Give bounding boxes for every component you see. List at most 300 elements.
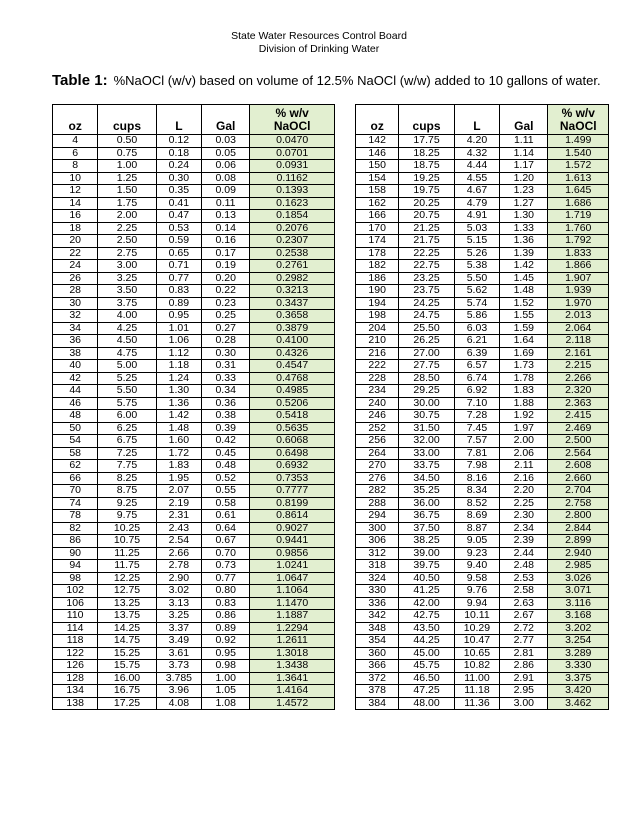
liters-cell: 5.62 [454,285,499,298]
gallons-cell: 1.23 [500,185,548,198]
gallons-cell: 0.06 [202,160,250,173]
table-row [53,485,335,498]
naocl-cell: 2.899 [548,535,609,548]
table-row [356,372,609,385]
oz-cell: 36 [53,335,98,348]
naocl-cell: 2.118 [548,335,609,348]
table-row [356,635,609,648]
oz-cell: 190 [356,285,399,298]
naocl-cell: 0.2307 [250,235,335,248]
oz-cell: 22 [53,247,98,260]
gallons-cell: 0.86 [202,610,250,623]
oz-cell: 234 [356,385,399,398]
oz-cell: 204 [356,322,399,335]
cups-cell: 34.50 [399,472,454,485]
oz-cell: 82 [53,522,98,535]
liters-cell: 1.30 [156,385,201,398]
gallons-cell: 0.36 [202,397,250,410]
gallons-header: Gal [500,105,548,135]
liters-cell: 1.95 [156,472,201,485]
cups-cell: 0.50 [98,135,156,148]
liters-cell: 1.18 [156,360,201,373]
cups-cell: 2.50 [98,235,156,248]
oz-cell: 34 [53,322,98,335]
liters-cell: 9.76 [454,585,499,598]
table-row [356,697,609,710]
table-row [53,210,335,223]
liters-cell: 5.50 [454,272,499,285]
gallons-cell: 1.42 [500,260,548,273]
naocl-cell: 0.4100 [250,335,335,348]
table-row [356,597,609,610]
naocl-cell: 0.9441 [250,535,335,548]
cups-cell: 13.25 [98,597,156,610]
table-row [356,135,609,148]
naocl-cell: 0.5206 [250,397,335,410]
liters-cell: 1.12 [156,347,201,360]
gallons-cell: 1.69 [500,347,548,360]
oz-cell: 110 [53,610,98,623]
gallons-cell: 2.81 [500,647,548,660]
naocl-cell: 3.462 [548,697,609,710]
gallons-cell: 2.95 [500,685,548,698]
cups-cell: 30.00 [399,397,454,410]
cups-cell: 21.25 [399,222,454,235]
table-row [53,372,335,385]
oz-cell: 264 [356,447,399,460]
oz-cell: 142 [356,135,399,148]
naocl-cell: 1.907 [548,272,609,285]
naocl-cell: 0.3437 [250,297,335,310]
liters-cell: 3.73 [156,660,201,673]
gallons-cell: 0.48 [202,460,250,473]
gallons-cell: 0.58 [202,497,250,510]
header-row [356,105,609,135]
table-row [53,160,335,173]
cups-cell: 6.75 [98,435,156,448]
liters-cell: 9.40 [454,560,499,573]
naocl-cell: 0.2538 [250,247,335,260]
gallons-cell: 0.70 [202,547,250,560]
gallons-cell: 2.06 [500,447,548,460]
cups-cell: 8.25 [98,472,156,485]
oz-cell: 20 [53,235,98,248]
naocl-cell: 1.1887 [250,610,335,623]
cups-cell: 10.25 [98,522,156,535]
oz-cell: 312 [356,547,399,560]
oz-cell: 114 [53,622,98,635]
cups-cell: 27.00 [399,347,454,360]
table-row [356,272,609,285]
oz-cell: 366 [356,660,399,673]
naocl-cell: 0.1393 [250,185,335,198]
liters-cell: 3.25 [156,610,201,623]
liters-cell: 2.43 [156,522,201,535]
naocl-cell: 0.9027 [250,522,335,535]
cups-cell: 35.25 [399,485,454,498]
liters-cell: 2.78 [156,560,201,573]
naocl-cell: 1.0241 [250,560,335,573]
naocl-cell: 0.0470 [250,135,335,148]
liters-cell: 0.18 [156,147,201,160]
table-row [53,272,335,285]
oz-cell: 282 [356,485,399,498]
gallons-cell: 0.61 [202,510,250,523]
cups-cell: 38.25 [399,535,454,548]
cups-cell: 17.25 [98,697,156,710]
oz-cell: 228 [356,372,399,385]
liters-cell: 0.65 [156,247,201,260]
cups-cell: 6.00 [98,410,156,423]
naocl-cell: 2.266 [548,372,609,385]
oz-cell: 14 [53,197,98,210]
oz-cell: 186 [356,272,399,285]
liters-cell: 3.785 [156,672,201,685]
oz-cell: 384 [356,697,399,710]
table-row [356,160,609,173]
table-row [53,610,335,623]
gallons-cell: 0.42 [202,435,250,448]
cups-cell: 16.00 [98,672,156,685]
cups-cell: 39.75 [399,560,454,573]
liters-cell: 0.24 [156,160,201,173]
liters-header: L [454,105,499,135]
gallons-cell: 1.97 [500,422,548,435]
naocl-header [548,105,609,135]
gallons-cell: 1.20 [500,172,548,185]
naocl-cell: 1.540 [548,147,609,160]
gallons-cell: 2.34 [500,522,548,535]
cups-cell: 20.75 [399,210,454,223]
liters-cell: 3.37 [156,622,201,635]
cups-cell: 33.75 [399,460,454,473]
naocl-header [250,105,335,135]
liters-cell: 1.06 [156,335,201,348]
liters-cell: 4.44 [454,160,499,173]
cups-cell: 26.25 [399,335,454,348]
liters-cell: 2.66 [156,547,201,560]
liters-cell: 0.71 [156,260,201,273]
cups-cell: 41.25 [399,585,454,598]
cups-cell: 24.25 [399,297,454,310]
liters-cell: 8.34 [454,485,499,498]
cups-cell: 47.25 [399,685,454,698]
cups-cell: 45.00 [399,647,454,660]
naocl-header-bottom: NaOCl [273,119,311,133]
naocl-cell: 0.2076 [250,222,335,235]
gallons-cell: 1.55 [500,310,548,323]
naocl-cell: 0.2761 [250,260,335,273]
table-row [53,310,335,323]
cups-cell: 4.25 [98,322,156,335]
naocl-cell: 1.4572 [250,697,335,710]
cups-cell: 31.50 [399,422,454,435]
table-row [53,322,335,335]
gallons-cell: 1.73 [500,360,548,373]
table-row [53,422,335,435]
cups-cell: 3.00 [98,260,156,273]
table-label: Table 1: [52,72,108,89]
table-row [356,660,609,673]
oz-cell: 128 [53,672,98,685]
table-row [356,622,609,635]
naocl-cell: 2.415 [548,410,609,423]
oz-cell: 4 [53,135,98,148]
naocl-cell: 3.289 [548,647,609,660]
cups-cell: 14.25 [98,622,156,635]
oz-cell: 294 [356,510,399,523]
naocl-cell: 1.572 [548,160,609,173]
naocl-cell: 0.8614 [250,510,335,523]
naocl-cell: 1.645 [548,185,609,198]
oz-cell: 150 [356,160,399,173]
oz-cell: 24 [53,260,98,273]
oz-cell: 342 [356,610,399,623]
right-table [355,104,609,710]
liters-cell: 0.41 [156,197,201,210]
table-row [356,360,609,373]
oz-cell: 182 [356,260,399,273]
gallons-cell: 2.53 [500,572,548,585]
oz-cell: 86 [53,535,98,548]
left-table [52,104,335,710]
gallons-cell: 1.27 [500,197,548,210]
gallons-cell: 2.86 [500,660,548,673]
gallons-cell: 1.11 [500,135,548,148]
liters-cell: 0.35 [156,185,201,198]
liters-cell: 6.92 [454,385,499,398]
table-row [356,435,609,448]
gallons-cell: 0.27 [202,322,250,335]
liters-cell: 1.36 [156,397,201,410]
table-row [53,597,335,610]
liters-cell: 1.01 [156,322,201,335]
oz-header: oz [53,105,98,135]
liters-cell: 3.02 [156,585,201,598]
table-row [53,435,335,448]
liters-cell: 4.20 [454,135,499,148]
oz-cell: 300 [356,522,399,535]
division-name: Division of Drinking Water [258,43,380,55]
naocl-cell: 1.613 [548,172,609,185]
gallons-cell: 2.25 [500,497,548,510]
naocl-cell: 0.1623 [250,197,335,210]
table-row [53,410,335,423]
cups-cell: 12.75 [98,585,156,598]
gallons-cell: 1.08 [202,697,250,710]
oz-cell: 102 [53,585,98,598]
naocl-cell: 0.4547 [250,360,335,373]
cups-cell: 1.25 [98,172,156,185]
liters-cell: 10.47 [454,635,499,648]
document-header [0,30,638,56]
gallons-cell: 2.58 [500,585,548,598]
table-row [53,585,335,598]
gallons-cell: 2.16 [500,472,548,485]
liters-cell: 11.18 [454,685,499,698]
liters-cell: 10.82 [454,660,499,673]
naocl-cell: 0.6498 [250,447,335,460]
gallons-cell: 2.67 [500,610,548,623]
cups-cell: 46.50 [399,672,454,685]
oz-cell: 8 [53,160,98,173]
gallons-cell: 1.39 [500,247,548,260]
liters-cell: 5.38 [454,260,499,273]
oz-cell: 246 [356,410,399,423]
table-row [356,585,609,598]
gallons-cell: 0.95 [202,647,250,660]
oz-cell: 170 [356,222,399,235]
cups-header: cups [399,105,454,135]
cups-cell: 18.25 [399,147,454,160]
cups-cell: 16.75 [98,685,156,698]
cups-cell: 25.50 [399,322,454,335]
naocl-cell: 3.071 [548,585,609,598]
table-row [53,522,335,535]
cups-cell: 9.25 [98,497,156,510]
cups-cell: 15.75 [98,660,156,673]
oz-cell: 252 [356,422,399,435]
liters-cell: 7.45 [454,422,499,435]
oz-cell: 12 [53,185,98,198]
table-row [356,522,609,535]
naocl-cell: 0.9856 [250,547,335,560]
oz-cell: 28 [53,285,98,298]
liters-cell: 2.19 [156,497,201,510]
naocl-cell: 2.215 [548,360,609,373]
table-row [356,560,609,573]
table-row [53,397,335,410]
gallons-cell: 1.36 [500,235,548,248]
gallons-cell: 3.00 [500,697,548,710]
oz-cell: 138 [53,697,98,710]
oz-cell: 70 [53,485,98,498]
naocl-cell: 1.719 [548,210,609,223]
cups-cell: 15.25 [98,647,156,660]
oz-cell: 90 [53,547,98,560]
cups-cell: 19.25 [399,172,454,185]
naocl-cell: 1.939 [548,285,609,298]
table-row [356,310,609,323]
table-row [356,335,609,348]
naocl-cell: 2.064 [548,322,609,335]
oz-cell: 58 [53,447,98,460]
naocl-cell: 0.4768 [250,372,335,385]
cups-cell: 2.75 [98,247,156,260]
naocl-cell: 1.686 [548,197,609,210]
naocl-cell: 0.0931 [250,160,335,173]
naocl-cell: 3.420 [548,685,609,698]
oz-cell: 66 [53,472,98,485]
liters-cell: 9.23 [454,547,499,560]
naocl-cell: 0.8199 [250,497,335,510]
oz-cell: 288 [356,497,399,510]
table-description: %NaOCl (w/v) based on volume of 12.5% NaOCl (w/w) added to 10 gallons of water. [113,73,601,88]
table-row [356,222,609,235]
gallons-cell: 1.88 [500,397,548,410]
gallons-cell: 0.13 [202,210,250,223]
cups-cell: 39.00 [399,547,454,560]
table-row [356,347,609,360]
table-row [356,235,609,248]
oz-cell: 74 [53,497,98,510]
gallons-cell: 1.83 [500,385,548,398]
liters-cell: 11.00 [454,672,499,685]
cups-cell: 9.75 [98,510,156,523]
table-row [53,497,335,510]
oz-cell: 194 [356,297,399,310]
oz-cell: 6 [53,147,98,160]
cups-cell: 36.00 [399,497,454,510]
gallons-cell: 0.55 [202,485,250,498]
liters-cell: 6.39 [454,347,499,360]
gallons-cell: 2.39 [500,535,548,548]
oz-cell: 10 [53,172,98,185]
gallons-cell: 0.33 [202,372,250,385]
naocl-cell: 3.254 [548,635,609,648]
gallons-cell: 0.03 [202,135,250,148]
gallons-cell: 2.77 [500,635,548,648]
table-caption [52,72,601,89]
table-row [356,297,609,310]
liters-cell: 5.26 [454,247,499,260]
cups-cell: 5.25 [98,372,156,385]
cups-cell: 29.25 [399,385,454,398]
naocl-header-bottom: NaOCl [559,119,597,133]
gallons-cell: 0.08 [202,172,250,185]
liters-cell: 5.74 [454,297,499,310]
table-row [356,685,609,698]
naocl-cell: 0.5635 [250,422,335,435]
cups-cell: 11.25 [98,547,156,560]
oz-cell: 106 [53,597,98,610]
table-row [53,172,335,185]
table-row [356,460,609,473]
gallons-cell: 0.30 [202,347,250,360]
liters-cell: 4.79 [454,197,499,210]
cups-cell: 1.75 [98,197,156,210]
cups-cell: 37.50 [399,522,454,535]
cups-cell: 30.75 [399,410,454,423]
oz-cell: 30 [53,297,98,310]
oz-cell: 198 [356,310,399,323]
naocl-cell: 2.013 [548,310,609,323]
oz-cell: 210 [356,335,399,348]
naocl-cell: 0.4985 [250,385,335,398]
oz-cell: 98 [53,572,98,585]
cups-cell: 45.75 [399,660,454,673]
gallons-cell: 2.11 [500,460,548,473]
oz-cell: 330 [356,585,399,598]
gallons-cell: 0.89 [202,622,250,635]
gallons-cell: 0.64 [202,522,250,535]
gallons-header: Gal [202,105,250,135]
cups-cell: 12.25 [98,572,156,585]
oz-cell: 372 [356,672,399,685]
org-name: State Water Resources Control Board [231,30,407,42]
cups-cell: 42.00 [399,597,454,610]
table-row [53,647,335,660]
gallons-cell: 0.98 [202,660,250,673]
table-row [53,285,335,298]
gallons-cell: 0.34 [202,385,250,398]
oz-cell: 154 [356,172,399,185]
cups-cell: 3.25 [98,272,156,285]
oz-cell: 134 [53,685,98,698]
cups-cell: 10.75 [98,535,156,548]
naocl-cell: 3.168 [548,610,609,623]
cups-cell: 1.50 [98,185,156,198]
